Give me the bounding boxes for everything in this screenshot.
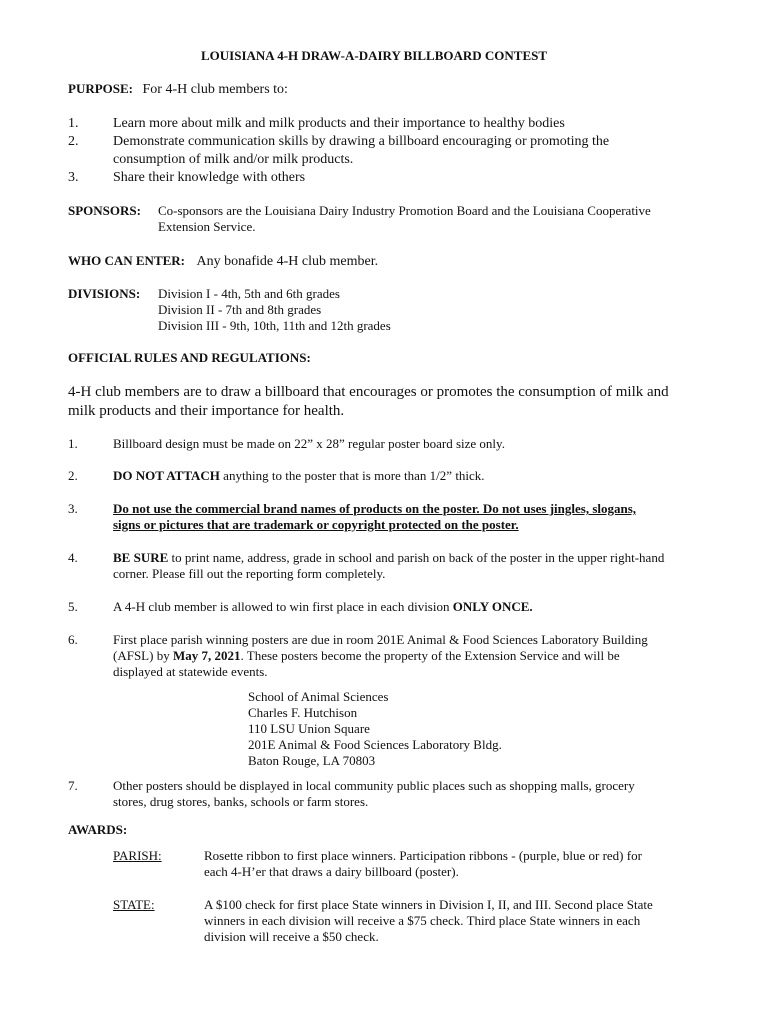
document-title: LOUISIANA 4-H DRAW-A-DAIRY BILLBOARD CONTEST	[201, 48, 548, 63]
rule-text	[113, 468, 485, 484]
purpose-item-num: 3.	[68, 170, 79, 185]
rule-text-cont: displayed at statewide events.	[113, 664, 268, 679]
rule-num: 5.	[68, 599, 78, 614]
who-section	[68, 253, 378, 271]
rule-text: First place parish winning posters are due in room 201E Animal & Food Sciences Laboratory Building	[113, 632, 648, 647]
purpose-label: PURPOSE:	[68, 81, 133, 96]
rule-emphasis: ONLY ONCE.	[452, 599, 533, 614]
purpose-section	[68, 81, 288, 99]
division-item: Division II - 7th and 8th grades	[158, 302, 322, 317]
rule-emphasis: BE SURE	[113, 550, 169, 565]
rules-intro-cont: milk products and their importance for health.	[68, 403, 345, 419]
address-line: 201E Animal & Food Sciences Laboratory Bldg.	[248, 737, 502, 752]
who-text: Any bonafide 4-H club member.	[196, 254, 379, 269]
rule-text-rest: to print name, address, grade in school and parish on back of the poster in the upper right-hand	[168, 550, 665, 565]
award-state-text-cont: division will receive a $50 check.	[204, 929, 379, 944]
rule-emphasis: DO NOT ATTACH	[113, 468, 220, 483]
divisions-label: DIVISIONS:	[68, 286, 141, 301]
rule-text-cont: signs or pictures that are trademark or copyright protected on the poster.	[113, 517, 519, 532]
who-label: WHO CAN ENTER:	[68, 253, 186, 268]
purpose-item-text-cont: consumption of milk and/or milk products.	[113, 152, 354, 167]
rule-text: Other posters should be displayed in local community public places such as shopping malls, grocery	[113, 778, 635, 793]
sponsors-label: SPONSORS:	[68, 203, 141, 218]
rule-text-part: . These posters become the property of the Extension Service and will be	[240, 648, 620, 663]
rule-num: 2.	[68, 468, 78, 483]
address-line: Baton Rouge, LA 70803	[248, 753, 376, 768]
rule-num: 4.	[68, 550, 78, 565]
purpose-intro: For 4-H club members to:	[142, 82, 288, 97]
rule-num: 6.	[68, 632, 78, 647]
award-state-text: A $100 check for first place State winners in Division I, II, and III. Second place State	[204, 897, 653, 912]
rules-intro: 4-H club members are to draw a billboard that encourages or promotes the consumption of milk and	[68, 384, 669, 400]
rule-text-cont	[113, 648, 620, 664]
sponsors-text: Co-sponsors are the Louisiana Dairy Industry Promotion Board and the Louisiana Cooperative	[158, 203, 651, 218]
sponsors-text-cont: Extension Service.	[158, 219, 256, 234]
rule-text: Billboard design must be made on 22” x 28” regular poster board size only.	[113, 436, 505, 451]
address-line: Charles F. Hutchison	[248, 705, 358, 720]
rule-text-part: (AFSL) by	[113, 648, 173, 663]
division-item: Division I - 4th, 5th and 6th grades	[158, 286, 340, 301]
purpose-item-text: Demonstrate communication skills by drawing a billboard encouraging or promoting the	[113, 134, 610, 149]
award-parish-text-cont: each 4-H’er that draws a dairy billboard (poster).	[204, 864, 459, 879]
purpose-item-num: 1.	[68, 116, 79, 131]
rules-heading: OFFICIAL RULES AND REGULATIONS:	[68, 350, 311, 365]
rule-text-cont: stores, drug stores, banks, schools or farm stores.	[113, 794, 369, 809]
rule-text-cont: corner. Please fill out the reporting form completely.	[113, 566, 386, 581]
rule-num: 7.	[68, 778, 78, 793]
address-line: School of Animal Sciences	[248, 689, 389, 704]
award-state-label: STATE:	[113, 897, 155, 912]
rule-text-rest: anything to the poster that is more than 1/2” thick.	[219, 468, 485, 483]
award-parish-label: PARISH:	[113, 848, 162, 863]
purpose-item-num: 2.	[68, 134, 79, 149]
rule-text-main: A 4-H club member is allowed to win first place in each division	[113, 599, 453, 614]
rule-text	[113, 599, 533, 615]
purpose-item-text: Share their knowledge with others	[113, 170, 306, 185]
awards-heading: AWARDS:	[68, 822, 128, 837]
purpose-item-text: Learn more about milk and milk products and their importance to healthy bodies	[113, 116, 565, 131]
rule-num: 1.	[68, 436, 78, 451]
address-line: 110 LSU Union Square	[248, 721, 370, 736]
due-date: May 7, 2021	[172, 648, 241, 663]
rule-text: Do not use the commercial brand names of products on the poster. Do not uses jingles, slogans,	[113, 501, 637, 516]
award-state-text-cont: winners in each division will receive a $75 check. Third place State winners in each	[204, 913, 641, 928]
rule-num: 3.	[68, 501, 78, 516]
award-parish-text: Rosette ribbon to first place winners. Participation ribbons - (purple, blue or red) for	[204, 848, 642, 863]
rule-text	[113, 550, 664, 566]
division-item: Division III - 9th, 10th, 11th and 12th grades	[158, 318, 391, 333]
